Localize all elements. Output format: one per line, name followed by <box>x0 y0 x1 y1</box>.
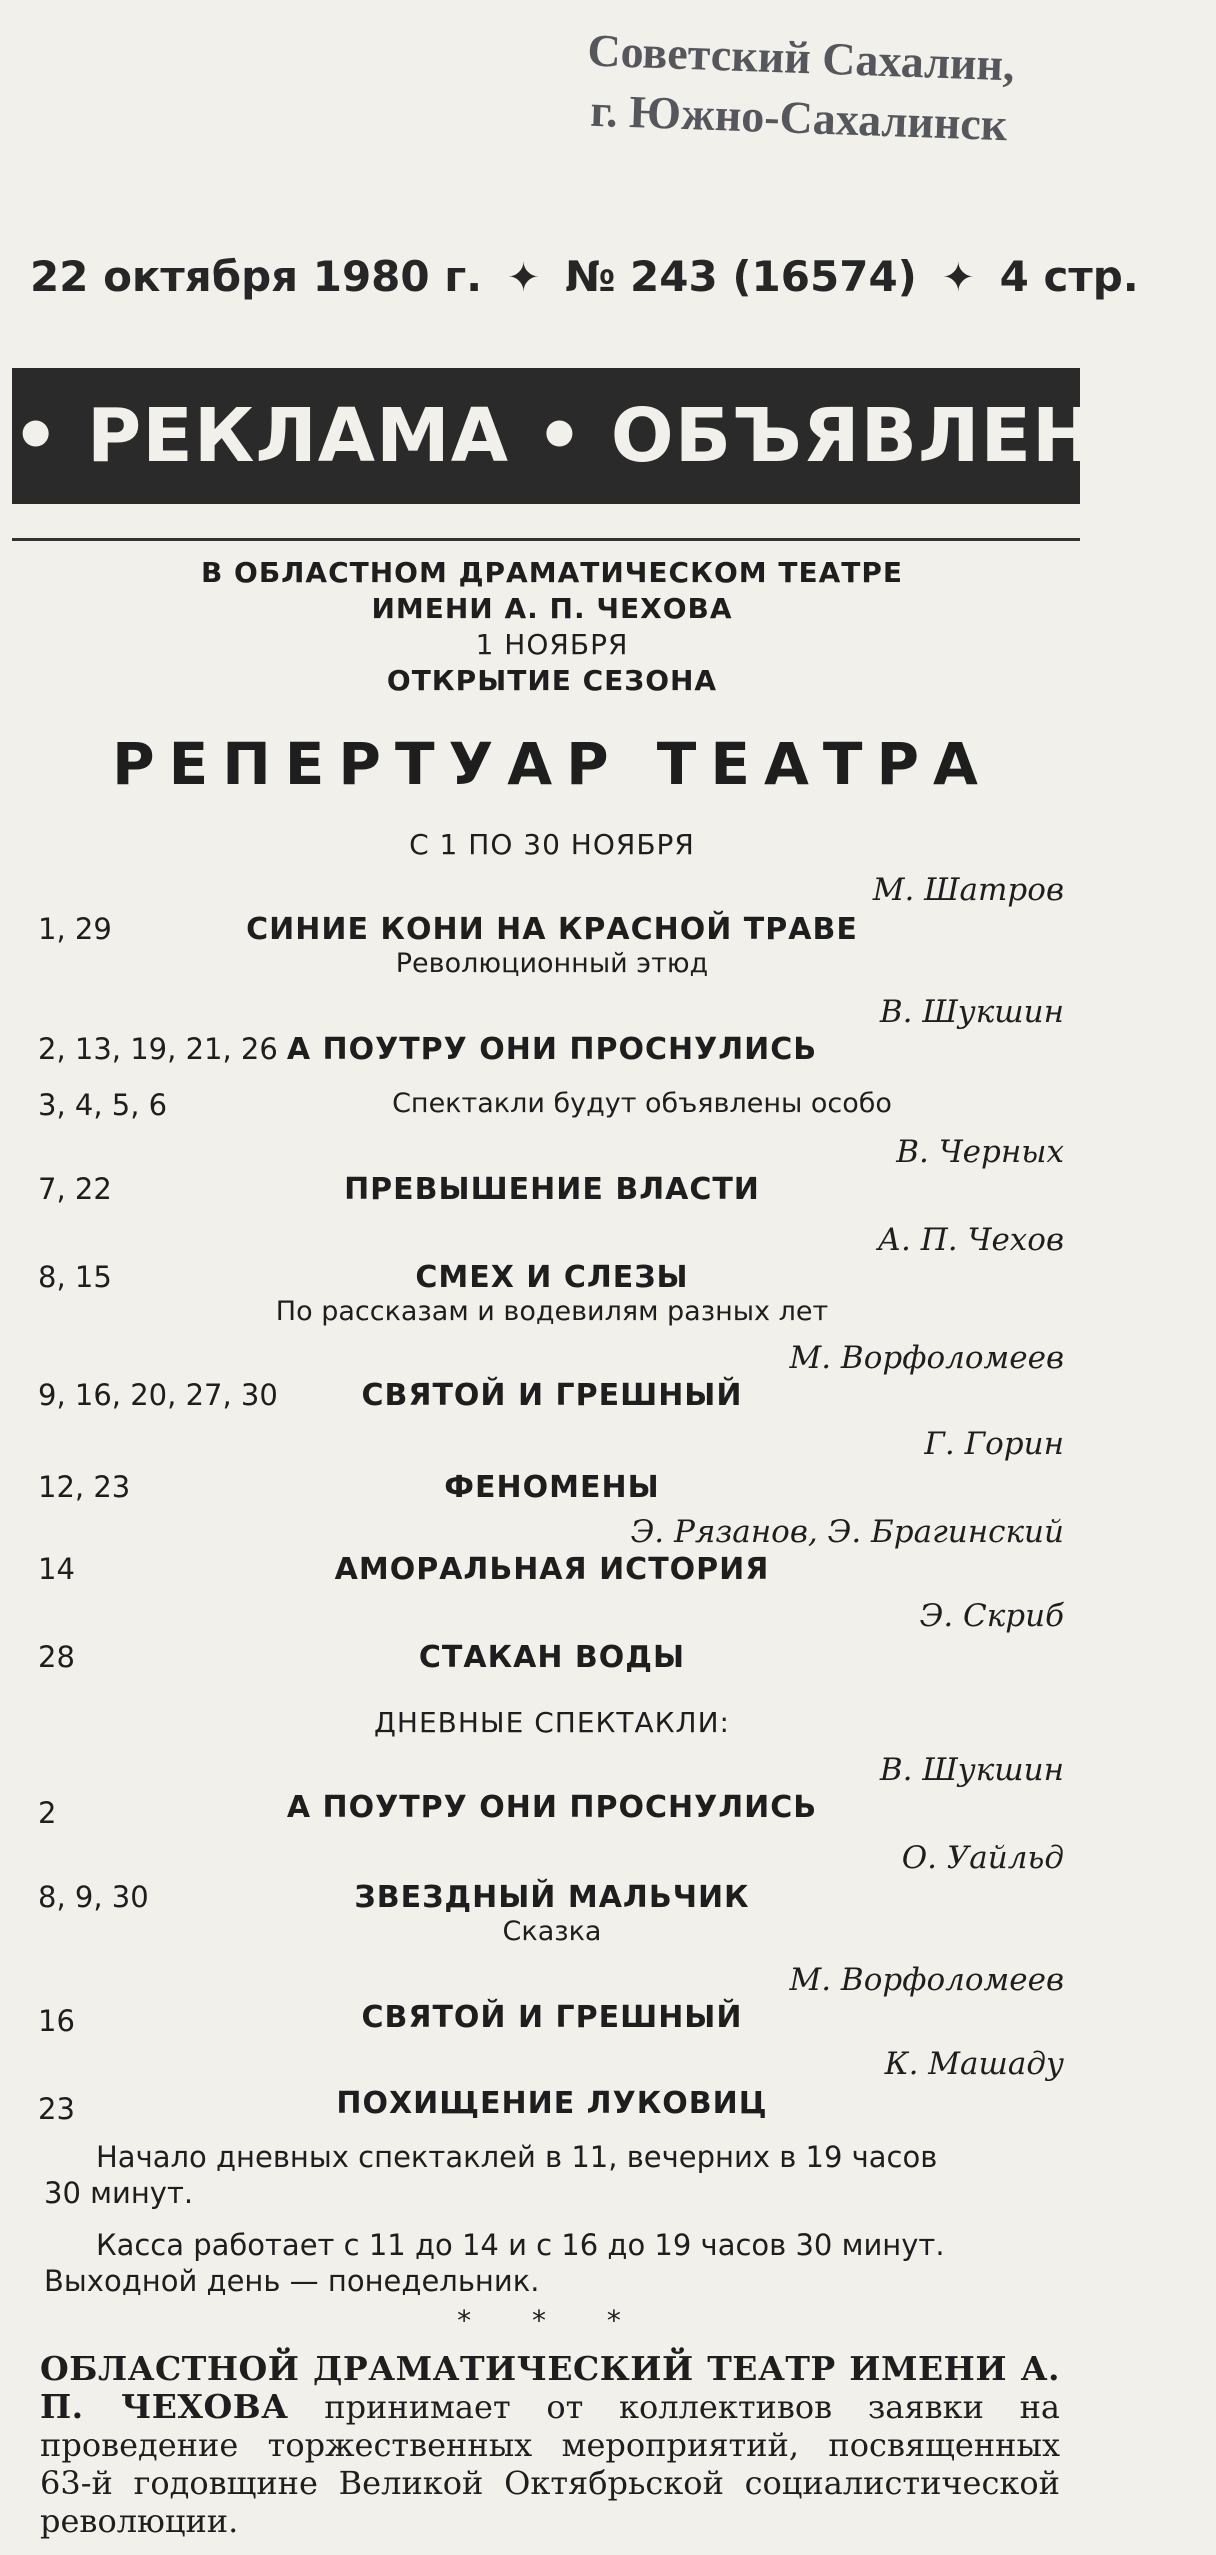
section-stars: * * * <box>457 2304 647 2337</box>
play-author: Э. Рязанов, Э. Брагинский <box>630 1514 1064 1550</box>
play-title: СТАКАН ВОДЫ <box>418 1640 686 1675</box>
play-title: АМОРАЛЬНАЯ ИСТОРИЯ <box>334 1552 770 1587</box>
divider <box>12 538 1080 541</box>
dateline <box>30 252 1139 301</box>
stamp-line-2: г. Южно-Сахалинск <box>589 84 1009 151</box>
play-dates: 2, 13, 19, 21, 26 <box>38 1032 278 1066</box>
play-dates: 28 <box>38 1640 75 1674</box>
day-performances-heading: ДНЕВНЫЕ СПЕКТАКЛИ: <box>374 1706 730 1739</box>
issue-number: № 243 (16574) <box>564 252 917 301</box>
play-dates: 12, 23 <box>38 1470 131 1504</box>
play-dates: 16 <box>38 2004 75 2038</box>
play-title: СМЕХ И СЛЕЗЫ <box>415 1260 689 1295</box>
theatre-heading: В ОБЛАСТНОМ ДРАМАТИЧЕСКОМ ТЕАТРЕ <box>200 556 904 589</box>
play-dates: 8, 15 <box>38 1260 112 1294</box>
play-note: Революционный этюд <box>395 948 709 979</box>
start-time-note: Начало дневных спектаклей в 11, вечерних в 19 часов <box>96 2140 938 2174</box>
play-title: ЗВЕЗДНЫЙ МАЛЬЧИК <box>354 1880 750 1915</box>
issue-date: 22 октября 1980 г. <box>30 252 483 301</box>
play-title: ПРЕВЫШЕНИЕ ВЛАСТИ <box>344 1172 760 1207</box>
play-author: М. Шатров <box>872 872 1064 908</box>
play-author: К. Машаду <box>884 2046 1064 2082</box>
play-author: О. Уайльд <box>901 1840 1064 1876</box>
play-title: ФЕНОМЕНЫ <box>444 1470 660 1505</box>
box-office-hours: Касса работает с 11 до 14 и с 16 до 19 часов 30 минут. <box>96 2228 945 2262</box>
play-title: СИНИЕ КОНИ НА КРАСНОЙ ТРАВЕ <box>246 912 858 947</box>
page-number: 4 стр. <box>999 252 1139 301</box>
play-author: М. Ворфоломеев <box>789 1962 1064 1998</box>
opening-date: 1 НОЯБРЯ <box>475 628 629 661</box>
play-author: М. Ворфоломеев <box>789 1340 1064 1376</box>
play-title: СВЯТОЙ И ГРЕШНЫЙ <box>361 1378 743 1413</box>
play-dates: 9, 16, 20, 27, 30 <box>38 1378 278 1412</box>
play-title: СВЯТОЙ И ГРЕШНЫЙ <box>361 2000 743 2035</box>
separator-star-icon: ✦ <box>506 255 541 301</box>
day-off-note: Выходной день — понедельник. <box>44 2264 540 2298</box>
newspaper-stamp <box>518 18 1082 157</box>
section-banner: • РЕКЛАМА • ОБЪЯВЛЕНИЯ <box>12 368 1080 504</box>
play-dates: 23 <box>38 2092 75 2126</box>
start-time-note-cont: 30 минут. <box>44 2176 194 2210</box>
play-title: ПОХИЩЕНИЕ ЛУКОВИЦ <box>336 2086 768 2121</box>
play-title: А ПОУТРУ ОНИ ПРОСНУЛИСЬ <box>286 1790 818 1825</box>
bottom-announcement <box>40 2350 1060 2540</box>
play-dates: 7, 22 <box>38 1172 112 1206</box>
announcement-text: принимает от коллективов заявки на проведение торжественных мероприятий, посвященных 63-й годовщине Великой Октябрьской социалистической революции. <box>40 2388 1061 2540</box>
separator-star-icon: ✦ <box>941 255 976 301</box>
play-note: Сказка <box>502 1916 602 1947</box>
stamp-line-1: Советский Сахалин, <box>586 24 1016 91</box>
play-note: Спектакли будут объявлены особо <box>392 1088 892 1119</box>
play-dates: 1, 29 <box>38 912 112 946</box>
play-dates: 8, 9, 30 <box>38 1880 149 1914</box>
play-dates: 14 <box>38 1552 75 1586</box>
announcement-lead: ОБЛАСТНОЙ ДРАМАТИЧЕСКИЙ ТЕАТР ИМЕНИ А. П. ЧЕХОВА <box>40 2349 1060 2426</box>
theatre-name: ИМЕНИ А. П. ЧЕХОВА <box>371 592 733 625</box>
play-author: Э. Скриб <box>919 1598 1064 1634</box>
play-author: В. Шукшин <box>879 1752 1064 1788</box>
repertoire-period: С 1 ПО 30 НОЯБРЯ <box>409 828 695 861</box>
play-author: Г. Горин <box>924 1426 1064 1462</box>
play-dates: 2 <box>38 1796 57 1830</box>
play-dates: 3, 4, 5, 6 <box>38 1088 168 1122</box>
play-author: А. П. Чехов <box>877 1222 1064 1258</box>
page-title: РЕПЕРТУАР ТЕАТРА <box>112 730 992 798</box>
play-author: В. Шукшин <box>879 994 1064 1030</box>
play-note: По рассказам и водевилям разных лет <box>275 1296 829 1327</box>
play-author: В. Черных <box>896 1134 1064 1170</box>
season-opening: ОТКРЫТИЕ СЕЗОНА <box>386 664 718 697</box>
play-title: А ПОУТРУ ОНИ ПРОСНУЛИСЬ <box>286 1032 818 1067</box>
